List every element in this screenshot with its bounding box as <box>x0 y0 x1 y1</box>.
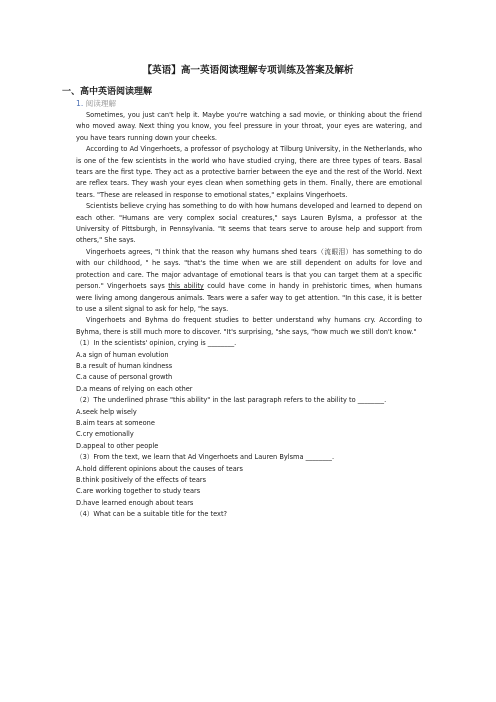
answer-option: A.a sign of human evolution <box>76 350 169 359</box>
passage-paragraph: Vingerhoets and Byhma do frequent studies to better understand why humans cry. According to Byhma, there is still much more to discover. "It's surprising, "she says, "how much we still don't know." <box>76 316 422 336</box>
item-number: 1. <box>76 99 84 108</box>
answer-option: D.appeal to other people <box>76 441 159 450</box>
question-stem: （2）The underlined phrase "this ability" in the last paragraph refers to the ability to ________. <box>76 396 387 405</box>
passage-paragraph: Sometimes, you just can't help it. Maybe you're watching a sad movie, or thinking about the friend who moved away. Next thing you know, you feel pressure in your throat, your eyes are watering, and you have tears running down your cheeks. <box>76 111 422 142</box>
item-label: 阅读理解 <box>85 99 117 108</box>
passage-paragraph: Scientists believe crying has something to do with how humans developed and learned to depend on each other. "Humans are very complex social creatures," says Lauren Bylsma, a professor at the University of Pittsburgh, in Pennsylvania. "It seems that tears serve to arouse help and support from others," She says. <box>76 202 422 245</box>
underlined-phrase: this ability <box>168 282 204 291</box>
question-stem: （1）In the scientists' opinion, crying is ________. <box>76 339 237 348</box>
answer-option: B.a result of human kindness <box>76 361 173 370</box>
answer-option: A.seek help wisely <box>76 407 137 416</box>
reading-passage <box>76 110 422 521</box>
paragraph-text: could have come in handy in prehistoric times, when humans were living among dangerous animals. Tears were a safer way to get attention. "In this case, it is better to use a silent signal to ask for help, "he says. <box>76 282 422 313</box>
answer-option: B.aim tears at someone <box>76 418 155 427</box>
item-heading <box>76 98 116 109</box>
answer-option: C.cry emotionally <box>76 430 134 439</box>
passage-paragraph: According to Ad Vingerhoets, a professor of psychology at Tilburg University, in the Netherlands, who is one of the few scientists in the world who have studied crying, there are three types of tears. Basal tears are the first type. They act as a protective barrier between the eye and the rest of the World. Next are reflex tears. They wash your eyes clean when something gets in them. Finally, there are emotional tears. "These are released in response to emotional states," explains Vingerhoets. <box>76 145 422 199</box>
section-heading: 一、高中英语阅读理解 <box>62 87 153 97</box>
paragraph-text: Vingerhoets agrees, "I think that the reason why humans shed tears（流眼泪）has something to do with our childhood, " he says. "that's the time when we are still dependent on adults for love and protection and care. The major advantage of emotional tears is that you can target them at a specific person." Vingerhoets says <box>76 247 422 291</box>
answer-option: B.think positively of the effects of tears <box>76 476 207 484</box>
answer-option: A.hold different opinions about the causes of tears <box>76 464 243 473</box>
question-stem: （3）From the text, we learn that Ad Vingerhoets and Lauren Bylsma ________. <box>76 453 335 462</box>
document-title: 【英语】高一英语阅读理解专项训练及答案及解析 <box>142 65 354 76</box>
answer-option: C.are working together to study tears <box>76 487 201 496</box>
passage-paragraph <box>76 247 422 315</box>
answer-option: C.a cause of personal growth <box>76 373 173 382</box>
question-stem: （4）What can be a suitable title for the text? <box>76 510 228 519</box>
answer-option: D.a means of relying on each other <box>76 384 193 393</box>
answer-option: D.have learned enough about tears <box>76 498 194 507</box>
